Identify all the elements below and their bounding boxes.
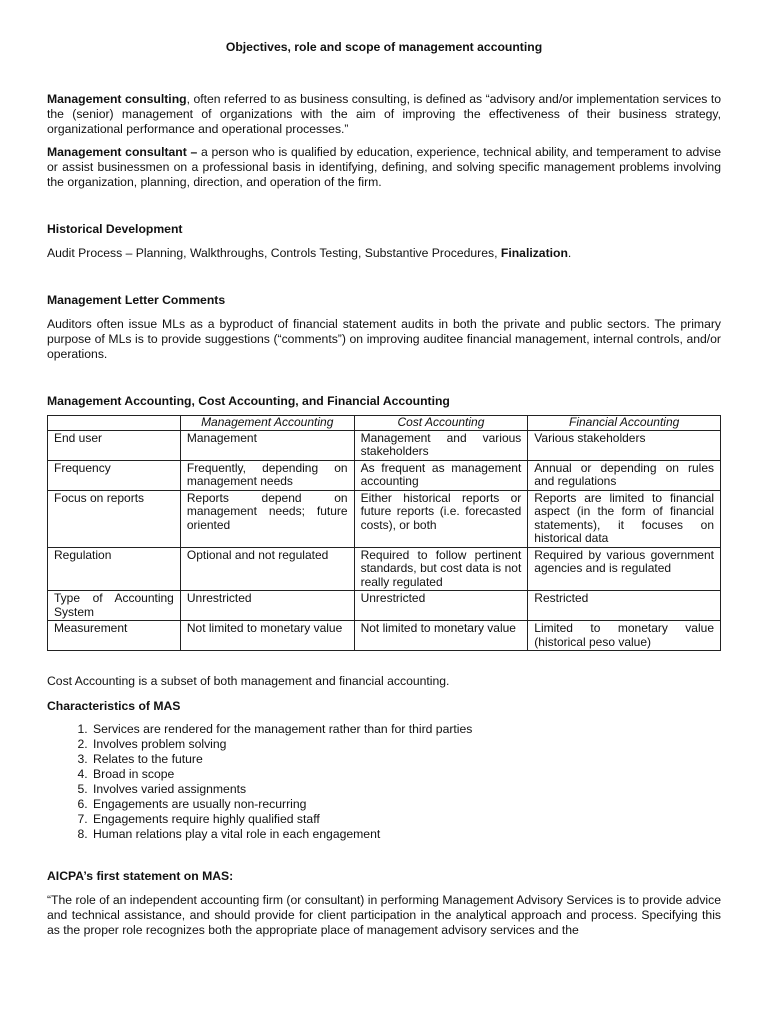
- spacer: [47, 884, 721, 893]
- spacer: [47, 362, 721, 394]
- table-cell: Optional and not regulated: [180, 547, 354, 591]
- table-cell: Measurement: [48, 621, 181, 651]
- consulting-text: , often referred to as business consulting, is defined as “advisory and/or implementation services to the (senior) management of organizations with the aim of improving the effectiveness of their business strategy, organizational performance and operational processes.”: [47, 92, 722, 136]
- table-cell: Unrestricted: [180, 591, 354, 621]
- spacer: [47, 261, 721, 293]
- consultant-paragraph: [47, 145, 721, 190]
- letter-paragraph: Auditors often issue MLs as a byproduct of financial statement audits in both the private and public sectors. The primary purpose of MLs is to provide suggestions (“comments”) on improving auditee financial management, internal controls, and/or operations.: [47, 317, 721, 361]
- table-cell: Required to follow pertinent standards, but cost data is not really regulated: [354, 547, 528, 591]
- table-cell: Annual or depending on rules and regulations: [528, 460, 721, 490]
- list-item: 2. Involves problem solving: [91, 737, 721, 752]
- table-header-cell: Management Accounting: [180, 416, 354, 431]
- table-cell: Management and various stakeholders: [354, 430, 528, 460]
- table-cell: Required by various government agencies and is regulated: [528, 547, 721, 591]
- characteristics-heading: Characteristics of MAS: [47, 699, 181, 713]
- list-item: 7. Engagements require highly qualified staff: [91, 812, 721, 827]
- page-title: Objectives, role and scope of management accounting: [225, 40, 543, 54]
- comparison-heading: Management Accounting, Cost Accounting, and Financial Accounting: [47, 394, 450, 408]
- spacer: [47, 651, 721, 674]
- table-header-row: [48, 416, 721, 431]
- spacer: [47, 308, 721, 317]
- table-header-cell: Financial Accounting: [528, 416, 721, 431]
- consultant-term: Management consultant –: [47, 145, 198, 159]
- table-row: [48, 490, 721, 547]
- table-cell: Regulation: [48, 547, 181, 591]
- table-cell: Frequency: [48, 460, 181, 490]
- table-cell: Not limited to monetary value: [180, 621, 354, 651]
- historical-period: .: [567, 246, 572, 260]
- aicpa-quote: “The role of an independent accounting firm (or consultant) in performing Management Advisory Services is to provide advice and technical assistance, and should provide for client participation in the analytical approach and process. Specifying this as the proper role recognizes both the appropriate place of management advisory services and the: [47, 893, 721, 937]
- aicpa-heading: AICPA’s first statement on MAS:: [47, 869, 234, 883]
- table-cell: Either historical reports or future reports (i.e. forecasted costs), or both: [354, 490, 528, 547]
- list-item: 1. Services are rendered for the management rather than for third parties: [91, 722, 721, 737]
- table-cell: Frequently, depending on management needs: [180, 460, 354, 490]
- historical-heading: Historical Development: [47, 222, 183, 236]
- list-item: 4. Broad in scope: [91, 767, 721, 782]
- table-header-cell: [48, 416, 181, 431]
- characteristics-list: [47, 722, 721, 842]
- table-cell: End user: [48, 430, 181, 460]
- spacer: [47, 842, 721, 869]
- table-cell: As frequent as management accounting: [354, 460, 528, 490]
- spacer: [47, 190, 721, 222]
- list-item: 5. Involves varied assignments: [91, 782, 721, 797]
- list-item: 8. Human relations play a vital role in each engagement: [91, 827, 721, 842]
- table-row: [48, 460, 721, 490]
- cost-accounting-note: Cost Accounting is a subset of both management and financial accounting.: [47, 674, 450, 688]
- table-cell: Reports depend on management needs; future oriented: [180, 490, 354, 547]
- table-row: [48, 591, 721, 621]
- table-cell: Restricted: [528, 591, 721, 621]
- table-cell: Not limited to monetary value: [354, 621, 528, 651]
- historical-paragraph: [47, 246, 721, 261]
- table-row: [48, 430, 721, 460]
- spacer: [47, 689, 721, 699]
- table-cell: Management: [180, 430, 354, 460]
- table-cell: Type of Accounting System: [48, 591, 181, 621]
- table-cell: Various stakeholders: [528, 430, 721, 460]
- table-cell: Focus on reports: [48, 490, 181, 547]
- table-cell: Reports are limited to financial aspect (in the form of financial statements), it focuses on historical data: [528, 490, 721, 547]
- consulting-term: Management consulting: [47, 92, 187, 106]
- table-row: [48, 621, 721, 651]
- consulting-paragraph: [47, 92, 721, 137]
- list-item: 6. Engagements are usually non-recurring: [91, 797, 721, 812]
- list-item: 3. Relates to the future: [91, 752, 721, 767]
- historical-bold: Finalization: [500, 246, 568, 260]
- historical-text: Audit Process – Planning, Walkthroughs, Controls Testing, Substantive Procedures,: [47, 246, 501, 260]
- table-header-cell: Cost Accounting: [354, 416, 528, 431]
- comparison-table: [47, 415, 721, 651]
- table-cell: Unrestricted: [354, 591, 528, 621]
- consultant-text: a person who is qualified by education, experience, technical ability, and temperament to advise or assist businessmen on a professional basis in identifying, defining, and solving specific management problems involving the organization, planning, direction, and operation of the firm.: [47, 145, 721, 189]
- spacer: [47, 237, 721, 246]
- table-cell: Limited to monetary value (historical peso value): [528, 621, 721, 651]
- table-row: [48, 547, 721, 591]
- letter-heading: Management Letter Comments: [47, 293, 226, 307]
